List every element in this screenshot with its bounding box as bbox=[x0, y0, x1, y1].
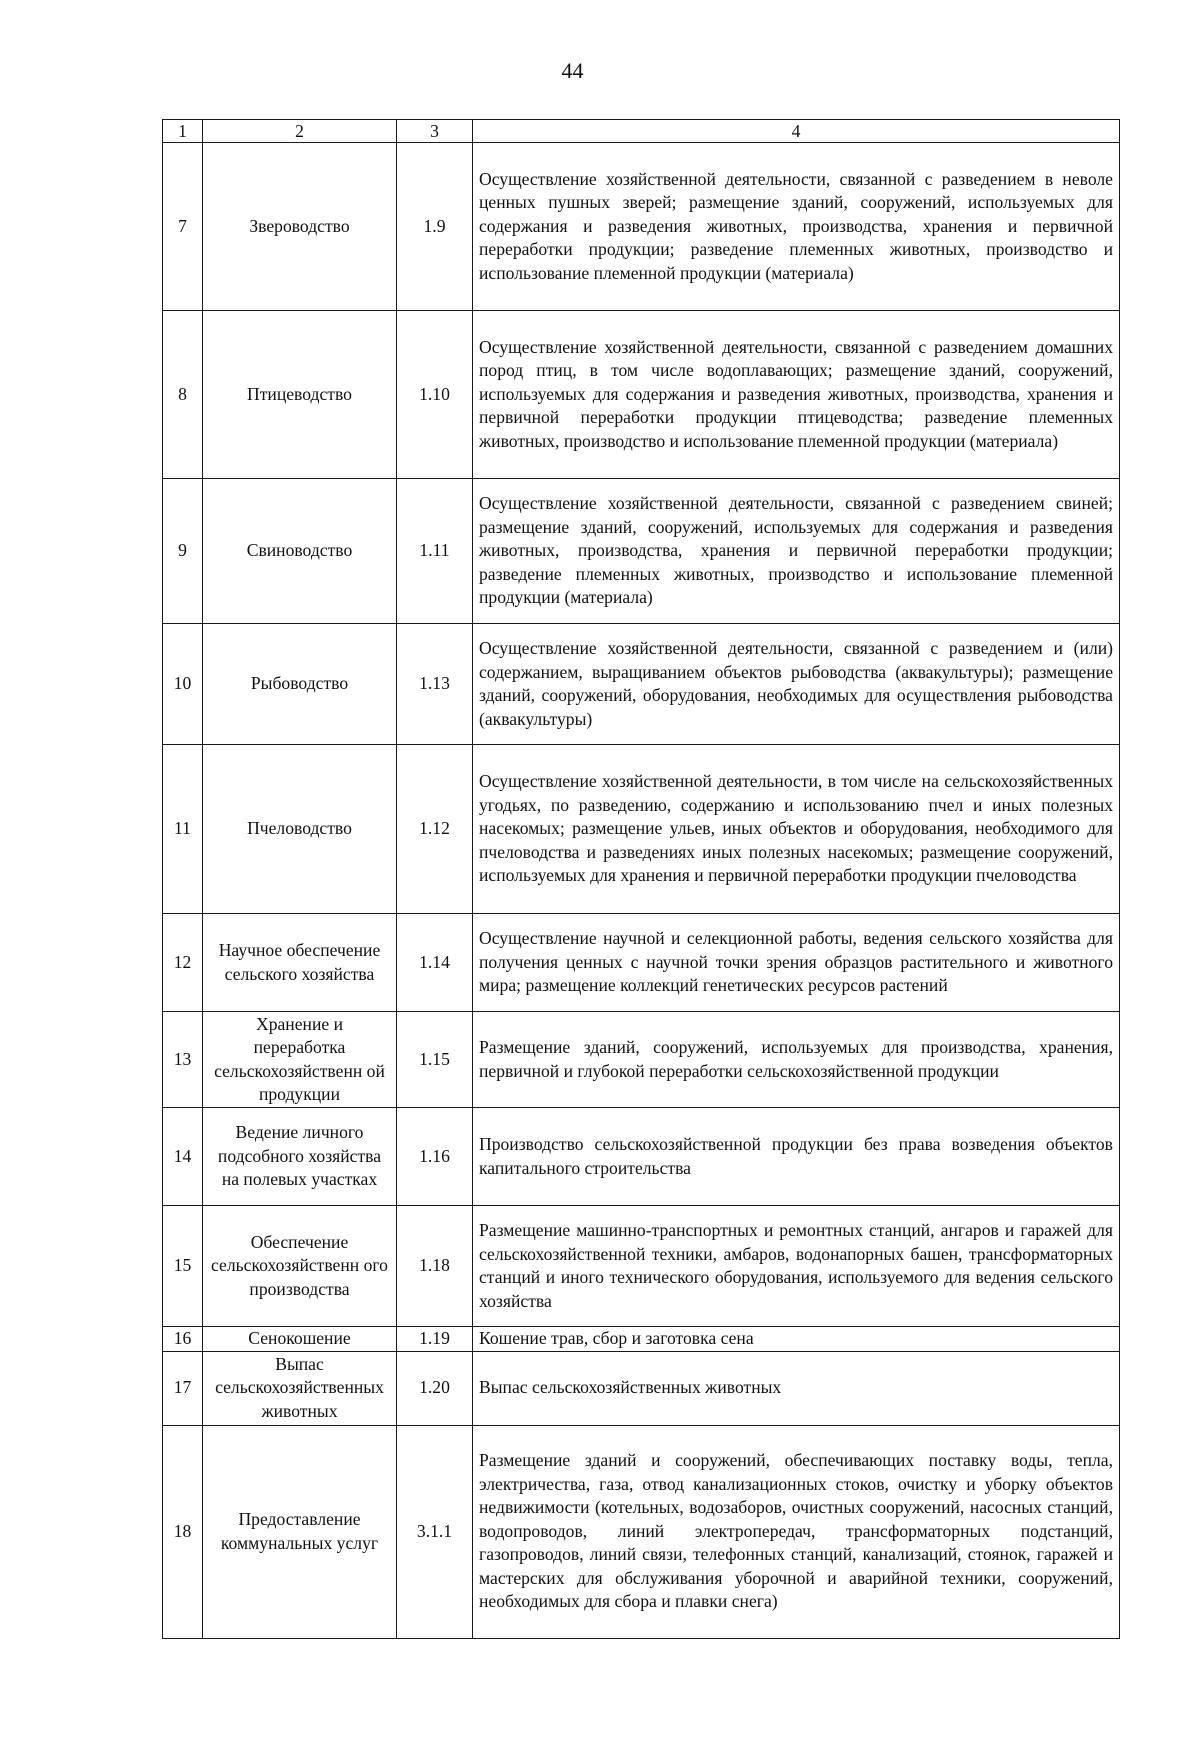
row-number: 10 bbox=[163, 624, 203, 745]
table-row bbox=[163, 1206, 1120, 1327]
row-number: 12 bbox=[163, 914, 203, 1012]
row-code: 1.14 bbox=[397, 914, 473, 1012]
row-name: Выпас сельскохозяйственных животных bbox=[203, 1351, 397, 1425]
row-name: Предоставление коммунальных услуг bbox=[203, 1425, 397, 1638]
header-col-1: 1 bbox=[163, 120, 203, 143]
table-row bbox=[163, 1351, 1120, 1425]
row-description: Выпас сельскохозяйственных животных bbox=[473, 1351, 1120, 1425]
row-description: Осуществление хозяйственной деятельности, связанной с разведением домашних пород птиц, в том числе водоплавающих; размещение зданий, сооружений, используемых для содержания и разведения животных, производства, хранения и первичной переработки продукции птицеводства; разведение племенных животных, производство и использование племенной продукции (материала) bbox=[473, 311, 1120, 479]
table-row bbox=[163, 1108, 1120, 1206]
row-description: Осуществление хозяйственной деятельности, связанной с разведением и (или) содержанием, выращиванием объектов рыбоводства (аквакультуры); размещение зданий, сооружений, оборудования, необходимых для осуществления рыбоводства (аквакультуры) bbox=[473, 624, 1120, 745]
row-number: 18 bbox=[163, 1425, 203, 1638]
header-col-2: 2 bbox=[203, 120, 397, 143]
table-row bbox=[163, 1327, 1120, 1352]
row-name: Обеспечение сельскохозяйственн ого производства bbox=[203, 1206, 397, 1327]
row-number: 11 bbox=[163, 745, 203, 914]
row-name: Звероводство bbox=[203, 143, 397, 311]
header-col-4: 4 bbox=[473, 120, 1120, 143]
row-name: Птицеводство bbox=[203, 311, 397, 479]
row-description: Осуществление хозяйственной деятельности, в том числе на сельскохозяйственных угодьях, по разведению, содержанию и использованию пчел и иных полезных насекомых; размещение ульев, иных объектов и оборудования, необходимого для пчеловодства и разведениях иных полезных насекомых; размещение сооружений, используемых для хранения и первичной переработки продукции пчеловодства bbox=[473, 745, 1120, 914]
row-code: 1.15 bbox=[397, 1012, 473, 1108]
row-code: 1.19 bbox=[397, 1327, 473, 1352]
row-number: 17 bbox=[163, 1351, 203, 1425]
row-number: 9 bbox=[163, 479, 203, 624]
table-row bbox=[163, 143, 1120, 311]
row-name: Рыбоводство bbox=[203, 624, 397, 745]
row-code: 3.1.1 bbox=[397, 1425, 473, 1638]
row-description: Осуществление хозяйственной деятельности, связанной с разведением свиней; размещение зданий, сооружений, используемых для содержания и разведения животных, производства, хранения и первичной переработки продукции; разведение племенных животных, производство и использование племенной продукции (материала) bbox=[473, 479, 1120, 624]
row-description: Осуществление научной и селекционной работы, ведения сельского хозяйства для получения ценных с научной точки зрения образцов растительного и животного мира; размещение коллекций генетических ресурсов растений bbox=[473, 914, 1120, 1012]
table-row bbox=[163, 914, 1120, 1012]
row-code: 1.12 bbox=[397, 745, 473, 914]
row-number: 7 bbox=[163, 143, 203, 311]
table-row bbox=[163, 1425, 1120, 1638]
row-code: 1.18 bbox=[397, 1206, 473, 1327]
page-number: 44 bbox=[561, 58, 584, 83]
table-row bbox=[163, 479, 1120, 624]
row-name: Сенокошение bbox=[203, 1327, 397, 1352]
row-description: Кошение трав, сбор и заготовка сена bbox=[473, 1327, 1120, 1352]
row-name: Свиноводство bbox=[203, 479, 397, 624]
row-code: 1.10 bbox=[397, 311, 473, 479]
table-row bbox=[163, 745, 1120, 914]
header-col-3: 3 bbox=[397, 120, 473, 143]
row-description: Осуществление хозяйственной деятельности, связанной с разведением в неволе ценных пушных зверей; размещение зданий, сооружений, используемых для содержания и разведения животных, производства, хранения и первичной переработки продукции; разведение племенных животных, производство и использование племенной продукции (материала) bbox=[473, 143, 1120, 311]
row-number: 15 bbox=[163, 1206, 203, 1327]
table-row bbox=[163, 1012, 1120, 1108]
row-description: Размещение зданий, сооружений, используемых для производства, хранения, первичной и глубокой переработки сельскохозяйственной продукции bbox=[473, 1012, 1120, 1108]
row-number: 14 bbox=[163, 1108, 203, 1206]
row-number: 16 bbox=[163, 1327, 203, 1352]
row-code: 1.9 bbox=[397, 143, 473, 311]
table-header-row bbox=[163, 120, 1120, 143]
row-name: Ведение личного подсобного хозяйства на полевых участках bbox=[203, 1108, 397, 1206]
row-name: Научное обеспечение сельского хозяйства bbox=[203, 914, 397, 1012]
row-description: Производство сельскохозяйственной продукции без права возведения объектов капитального строительства bbox=[473, 1108, 1120, 1206]
row-description: Размещение машинно-транспортных и ремонтных станций, ангаров и гаражей для сельскохозяйственной техники, амбаров, водонапорных башен, трансформаторных станций и иного технического оборудования, используемого для ведения сельского хозяйства bbox=[473, 1206, 1120, 1327]
table-body bbox=[163, 120, 1120, 1639]
row-code: 1.20 bbox=[397, 1351, 473, 1425]
row-code: 1.13 bbox=[397, 624, 473, 745]
table-row bbox=[163, 311, 1120, 479]
row-description: Размещение зданий и сооружений, обеспечивающих поставку воды, тепла, электричества, газа, отвод канализационных стоков, очистку и уборку объектов недвижимости (котельных, водозаборов, очистных сооружений, насосных станций, водопроводов, линий электропередач, трансформаторных подстанций, газопроводов, линий связи, телефонных станций, канализаций, стоянок, гаражей и мастерских для обслуживания уборочной и аварийной техники, сооружений, необходимых для сбора и плавки снега) bbox=[473, 1425, 1120, 1638]
table-row bbox=[163, 624, 1120, 745]
land-use-table bbox=[162, 119, 1120, 1639]
row-name: Пчеловодство bbox=[203, 745, 397, 914]
row-code: 1.16 bbox=[397, 1108, 473, 1206]
row-name: Хранение и переработка сельскохозяйственн ой продукции bbox=[203, 1012, 397, 1108]
row-number: 13 bbox=[163, 1012, 203, 1108]
row-number: 8 bbox=[163, 311, 203, 479]
row-code: 1.11 bbox=[397, 479, 473, 624]
